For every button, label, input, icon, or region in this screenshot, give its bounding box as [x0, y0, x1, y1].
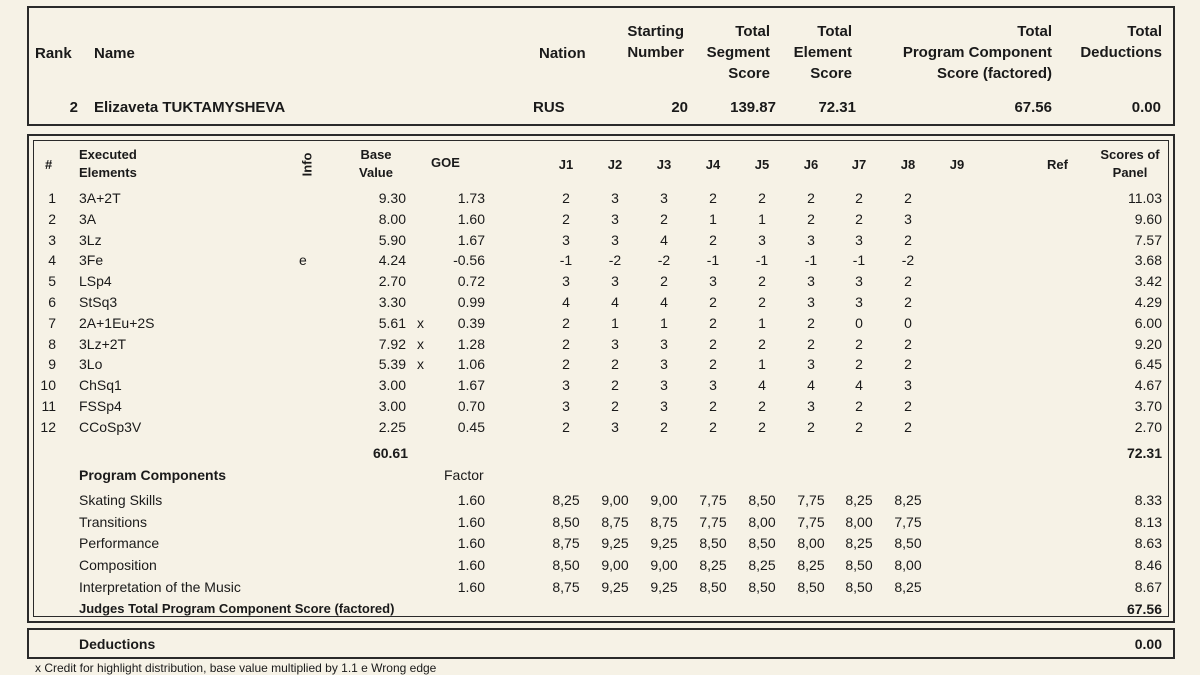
- element-number: 11: [41, 398, 56, 414]
- element-code: FSSp4: [79, 398, 122, 414]
- element-panel-score: 9.20: [1134, 336, 1162, 352]
- element-number: 7: [48, 315, 56, 331]
- judge-header-7: J7: [851, 157, 867, 172]
- element-base-value: 3.00: [378, 398, 406, 414]
- judge-header-2: J2: [607, 157, 623, 172]
- element-code: StSq3: [79, 294, 118, 310]
- element-judge-score-j5: 2: [758, 273, 766, 289]
- element-judge-score-j8: -2: [901, 252, 915, 268]
- element-judge-score-j3: 3: [660, 398, 668, 414]
- skater-pcs: 67.56: [1014, 99, 1052, 116]
- elements-total-base: 60.61: [372, 445, 408, 461]
- element-judge-score-j5: 2: [758, 398, 766, 414]
- element-judge-score-j6: -1: [804, 252, 818, 268]
- element-judge-score-j1: 2: [562, 336, 570, 352]
- element-judge-score-j3: 3: [660, 336, 668, 352]
- element-judge-score-j3: 3: [660, 356, 668, 372]
- element-judge-score-j8: 2: [904, 336, 912, 352]
- element-judge-score-j4: 2: [709, 398, 717, 414]
- component-panel-score: 8.13: [1134, 514, 1162, 530]
- element-number: 5: [48, 273, 56, 289]
- skater-nation: RUS: [533, 99, 565, 116]
- component-judge-score-j5: 8,50: [748, 579, 776, 595]
- element-judge-score-j6: 4: [807, 377, 815, 393]
- component-factor: 1.60: [457, 492, 485, 508]
- element-code: LSp4: [79, 273, 112, 289]
- element-judge-score-j8: 2: [904, 232, 912, 248]
- skater-tss: 139.87: [730, 99, 776, 116]
- element-panel-score: 11.03: [1128, 190, 1162, 206]
- element-judge-score-j6: 3: [807, 398, 815, 414]
- element-judge-score-j7: 3: [855, 232, 863, 248]
- element-goe: 1.67: [457, 232, 485, 248]
- skater-name: Elizaveta TUKTAMYSHEVA: [94, 99, 286, 116]
- col-number-header: #: [45, 157, 53, 172]
- component-judge-score-j4: 7,75: [699, 492, 727, 508]
- element-number: 1: [48, 190, 56, 206]
- component-name: Interpretation of the Music: [79, 579, 241, 595]
- element-panel-score: 3.70: [1134, 398, 1162, 414]
- element-judge-score-j5: 4: [758, 377, 766, 393]
- name-header: Name: [94, 45, 135, 62]
- judge-header-4: J4: [705, 157, 721, 172]
- element-judge-score-j1: 2: [562, 315, 570, 331]
- element-judge-score-j3: 2: [660, 419, 668, 435]
- component-judge-score-j4: 7,75: [699, 514, 727, 530]
- element-panel-score: 4.67: [1134, 377, 1162, 393]
- col-base-value-header: Base Value: [359, 147, 393, 180]
- element-code: 2A+1Eu+2S: [79, 315, 155, 331]
- component-judge-score-j3: 8,75: [650, 514, 678, 530]
- element-judge-score-j2: 2: [611, 377, 619, 393]
- element-number: 2: [48, 211, 56, 227]
- component-judge-score-j6: 7,75: [797, 514, 825, 530]
- judge-header-3: J3: [656, 157, 672, 172]
- component-name: Composition: [79, 557, 157, 573]
- element-judge-score-j4: 1: [709, 211, 717, 227]
- component-judge-score-j7: 8,50: [845, 579, 873, 595]
- element-judge-score-j1: 2: [562, 190, 570, 206]
- skater-tes: 72.31: [818, 99, 856, 116]
- element-judge-score-j8: 2: [904, 294, 912, 310]
- component-judge-score-j6: 8,00: [797, 535, 825, 551]
- element-judge-score-j7: 3: [855, 273, 863, 289]
- element-judge-score-j2: 1: [611, 315, 619, 331]
- element-goe: -0.56: [453, 252, 485, 268]
- component-judge-score-j5: 8,25: [748, 557, 776, 573]
- footnote: x Credit for highlight distribution, base value multiplied by 1.1 e Wrong edge: [35, 661, 437, 675]
- element-base-value: 3.00: [378, 377, 406, 393]
- element-base-value: 5.61: [378, 315, 406, 331]
- element-judge-score-j2: -2: [608, 252, 622, 268]
- element-judge-score-j4: 2: [709, 336, 717, 352]
- pcs-total-label: Judges Total Program Component Score (factored): [79, 601, 395, 616]
- component-judge-score-j4: 8,50: [699, 535, 727, 551]
- component-factor: 1.60: [457, 535, 485, 551]
- element-judge-score-j2: 3: [611, 419, 619, 435]
- element-judge-score-j3: -2: [657, 252, 671, 268]
- element-judge-score-j2: 2: [611, 356, 619, 372]
- element-judge-score-j6: 3: [807, 356, 815, 372]
- component-panel-score: 8.33: [1134, 492, 1162, 508]
- component-panel-score: 8.46: [1134, 557, 1162, 573]
- element-panel-score: 6.45: [1134, 356, 1162, 372]
- element-judge-score-j7: 2: [855, 419, 863, 435]
- total-program-component-header: Total Program Component Score (factored): [902, 23, 1052, 82]
- element-number: 9: [48, 356, 56, 372]
- element-judge-score-j5: 3: [758, 232, 766, 248]
- component-judge-score-j6: 8,25: [797, 557, 825, 573]
- element-bonus-marker: x: [417, 356, 424, 372]
- component-judge-score-j3: 9,25: [650, 535, 678, 551]
- element-judge-score-j4: -1: [706, 252, 720, 268]
- component-judge-score-j1: 8,75: [552, 535, 580, 551]
- element-goe: 0.72: [457, 273, 485, 289]
- component-judge-score-j2: 9,00: [601, 492, 629, 508]
- element-judge-score-j6: 2: [807, 336, 815, 352]
- element-judge-score-j5: 1: [758, 211, 766, 227]
- element-judge-score-j1: -1: [559, 252, 573, 268]
- element-judge-score-j4: 2: [709, 356, 717, 372]
- skater-deductions: 0.00: [1131, 99, 1161, 116]
- judge-header-5: J5: [754, 157, 770, 172]
- element-base-value: 7.92: [378, 336, 406, 352]
- element-judge-score-j5: -1: [755, 252, 769, 268]
- component-name: Skating Skills: [79, 492, 163, 508]
- component-judge-score-j1: 8,25: [552, 492, 580, 508]
- component-judge-score-j8: 8,50: [894, 535, 922, 551]
- element-goe: 0.99: [457, 294, 485, 310]
- component-judge-score-j8: 8,00: [894, 557, 922, 573]
- total-segment-score-header: Total Segment Score: [706, 23, 770, 82]
- component-judge-score-j3: 9,00: [650, 557, 678, 573]
- element-code: CCoSp3V: [79, 419, 142, 435]
- pcs-total-score: 67.56: [1126, 601, 1162, 617]
- element-judge-score-j1: 3: [562, 232, 570, 248]
- component-judge-score-j4: 8,50: [699, 579, 727, 595]
- element-number: 8: [48, 336, 56, 352]
- element-judge-score-j2: 3: [611, 232, 619, 248]
- element-number: 10: [40, 377, 56, 393]
- element-judge-score-j5: 1: [758, 356, 766, 372]
- element-panel-score: 2.70: [1134, 419, 1162, 435]
- rank-header: Rank: [35, 45, 72, 62]
- element-judge-score-j6: 3: [807, 232, 815, 248]
- element-judge-score-j5: 2: [758, 294, 766, 310]
- element-base-value: 9.30: [378, 190, 406, 206]
- element-judge-score-j1: 2: [562, 419, 570, 435]
- element-panel-score: 3.68: [1134, 252, 1162, 268]
- element-code: 3Fe: [79, 252, 104, 268]
- program-components-header: Program Components: [79, 467, 227, 483]
- element-judge-score-j4: 2: [709, 315, 717, 331]
- element-code: 3A+2T: [79, 190, 121, 206]
- element-judge-score-j7: 3: [855, 294, 863, 310]
- component-judge-score-j1: 8,50: [552, 557, 580, 573]
- element-judge-score-j1: 2: [562, 211, 570, 227]
- element-judge-score-j5: 2: [758, 419, 766, 435]
- element-judge-score-j4: 2: [709, 419, 717, 435]
- element-judge-score-j2: 3: [611, 190, 619, 206]
- element-judge-score-j7: 2: [855, 398, 863, 414]
- element-judge-score-j1: 2: [562, 356, 570, 372]
- component-judge-score-j5: 8,50: [748, 492, 776, 508]
- element-goe: 1.73: [457, 190, 485, 206]
- col-panel-header: Scores of Panel: [1100, 147, 1160, 180]
- col-ref-header: Ref: [1047, 157, 1068, 172]
- deductions-box: [27, 628, 1175, 659]
- element-judge-score-j3: 2: [660, 211, 668, 227]
- judge-header-8: J8: [900, 157, 916, 172]
- component-factor: 1.60: [457, 557, 485, 573]
- total-element-score-header: Total Element Score: [793, 23, 852, 82]
- skater-rank: 2: [69, 99, 78, 116]
- element-number: 3: [48, 232, 56, 248]
- element-judge-score-j2: 3: [611, 336, 619, 352]
- element-info: e: [299, 252, 307, 268]
- element-judge-score-j8: 2: [904, 190, 912, 206]
- element-judge-score-j1: 3: [562, 377, 570, 393]
- deductions-total: 0.00: [1134, 636, 1162, 652]
- element-panel-score: 4.29: [1134, 294, 1162, 310]
- component-judge-score-j5: 8,50: [748, 535, 776, 551]
- component-judge-score-j1: 8,50: [552, 514, 580, 530]
- component-judge-score-j2: 8,75: [601, 514, 629, 530]
- judge-header-1: J1: [558, 157, 574, 172]
- element-judge-score-j5: 2: [758, 190, 766, 206]
- element-goe: 1.28: [457, 336, 485, 352]
- element-judge-score-j1: 3: [562, 273, 570, 289]
- element-bonus-marker: x: [417, 336, 424, 352]
- element-goe: 1.67: [457, 377, 485, 393]
- component-judge-score-j3: 9,00: [650, 492, 678, 508]
- element-judge-score-j6: 2: [807, 419, 815, 435]
- element-judge-score-j4: 3: [709, 273, 717, 289]
- component-name: Performance: [79, 535, 160, 551]
- element-judge-score-j4: 2: [709, 232, 717, 248]
- component-judge-score-j7: 8,50: [845, 557, 873, 573]
- element-panel-score: 6.00: [1134, 315, 1162, 331]
- component-judge-score-j7: 8,00: [845, 514, 873, 530]
- element-base-value: 2.25: [378, 419, 406, 435]
- element-judge-score-j5: 1: [758, 315, 766, 331]
- element-judge-score-j6: 2: [807, 211, 815, 227]
- element-code: 3A: [79, 211, 97, 227]
- element-panel-score: 7.57: [1134, 232, 1162, 248]
- skater-starting-number: 20: [671, 99, 688, 116]
- component-judge-score-j2: 9,00: [601, 557, 629, 573]
- element-number: 4: [48, 252, 56, 268]
- element-code: ChSq1: [79, 377, 122, 393]
- element-panel-score: 9.60: [1134, 211, 1162, 227]
- col-goe-header: GOE: [431, 155, 460, 170]
- element-judge-score-j7: 2: [855, 336, 863, 352]
- component-judge-score-j2: 9,25: [601, 535, 629, 551]
- element-judge-score-j7: 4: [855, 377, 863, 393]
- element-judge-score-j2: 3: [611, 211, 619, 227]
- element-judge-score-j5: 2: [758, 336, 766, 352]
- judge-header-6: J6: [803, 157, 819, 172]
- component-name: Transitions: [79, 514, 147, 530]
- component-judge-score-j5: 8,00: [748, 514, 776, 530]
- component-panel-score: 8.67: [1134, 579, 1162, 595]
- element-judge-score-j4: 2: [709, 294, 717, 310]
- element-judge-score-j1: 3: [562, 398, 570, 414]
- element-judge-score-j4: 3: [709, 377, 717, 393]
- total-deductions-header: Total Deductions: [1080, 23, 1162, 61]
- element-judge-score-j8: 0: [904, 315, 912, 331]
- component-factor: 1.60: [457, 579, 485, 595]
- element-judge-score-j7: 2: [855, 190, 863, 206]
- element-goe: 0.70: [457, 398, 485, 414]
- element-base-value: 5.39: [378, 356, 406, 372]
- component-judge-score-j8: 8,25: [894, 492, 922, 508]
- element-judge-score-j2: 4: [611, 294, 619, 310]
- element-judge-score-j3: 4: [660, 232, 668, 248]
- element-judge-score-j2: 2: [611, 398, 619, 414]
- element-bonus-marker: x: [417, 315, 424, 331]
- element-code: 3Lz+2T: [79, 336, 127, 352]
- element-panel-score: 3.42: [1134, 273, 1162, 289]
- component-judge-score-j7: 8,25: [845, 535, 873, 551]
- element-judge-score-j6: 2: [807, 190, 815, 206]
- element-base-value: 4.24: [378, 252, 406, 268]
- component-judge-score-j6: 7,75: [797, 492, 825, 508]
- element-goe: 0.45: [457, 419, 485, 435]
- element-goe: 1.06: [457, 356, 485, 372]
- element-judge-score-j3: 4: [660, 294, 668, 310]
- elements-total-score: 72.31: [1126, 445, 1162, 461]
- element-base-value: 8.00: [378, 211, 406, 227]
- deductions-label: Deductions: [79, 636, 156, 652]
- col-info-header: Info: [299, 152, 315, 177]
- element-judge-score-j7: -1: [852, 252, 866, 268]
- component-panel-score: 8.63: [1134, 535, 1162, 551]
- starting-number-header: Starting Number: [627, 23, 684, 61]
- element-goe: 1.60: [457, 211, 485, 227]
- element-judge-score-j7: 2: [855, 356, 863, 372]
- element-judge-score-j3: 1: [660, 315, 668, 331]
- element-judge-score-j6: 3: [807, 294, 815, 310]
- element-judge-score-j6: 3: [807, 273, 815, 289]
- element-judge-score-j7: 2: [855, 211, 863, 227]
- element-judge-score-j7: 0: [855, 315, 863, 331]
- element-judge-score-j4: 2: [709, 190, 717, 206]
- component-factor: 1.60: [457, 514, 485, 530]
- element-base-value: 3.30: [378, 294, 406, 310]
- element-number: 12: [40, 419, 56, 435]
- element-judge-score-j6: 2: [807, 315, 815, 331]
- element-base-value: 5.90: [378, 232, 406, 248]
- element-number: 6: [48, 294, 56, 310]
- component-judge-score-j8: 8,25: [894, 579, 922, 595]
- element-judge-score-j8: 2: [904, 273, 912, 289]
- element-judge-score-j3: 3: [660, 190, 668, 206]
- element-judge-score-j8: 2: [904, 356, 912, 372]
- element-judge-score-j8: 3: [904, 211, 912, 227]
- element-judge-score-j8: 3: [904, 377, 912, 393]
- factor-header: Factor: [444, 467, 484, 483]
- element-judge-score-j2: 3: [611, 273, 619, 289]
- component-judge-score-j4: 8,25: [699, 557, 727, 573]
- component-judge-score-j6: 8,50: [797, 579, 825, 595]
- element-judge-score-j8: 2: [904, 398, 912, 414]
- element-judge-score-j3: 2: [660, 273, 668, 289]
- element-goe: 0.39: [457, 315, 485, 331]
- col-executed-elements-header: Executed Elements: [79, 147, 137, 180]
- element-code: 3Lz: [79, 232, 102, 248]
- element-base-value: 2.70: [378, 273, 406, 289]
- element-code: 3Lo: [79, 356, 103, 372]
- component-judge-score-j3: 9,25: [650, 579, 678, 595]
- component-judge-score-j1: 8,75: [552, 579, 580, 595]
- component-judge-score-j8: 7,75: [894, 514, 922, 530]
- judge-header-9: J9: [949, 157, 965, 172]
- nation-header: Nation: [539, 45, 586, 62]
- element-judge-score-j3: 3: [660, 377, 668, 393]
- component-judge-score-j2: 9,25: [601, 579, 629, 595]
- component-judge-score-j7: 8,25: [845, 492, 873, 508]
- element-judge-score-j8: 2: [904, 419, 912, 435]
- element-judge-score-j1: 4: [562, 294, 570, 310]
